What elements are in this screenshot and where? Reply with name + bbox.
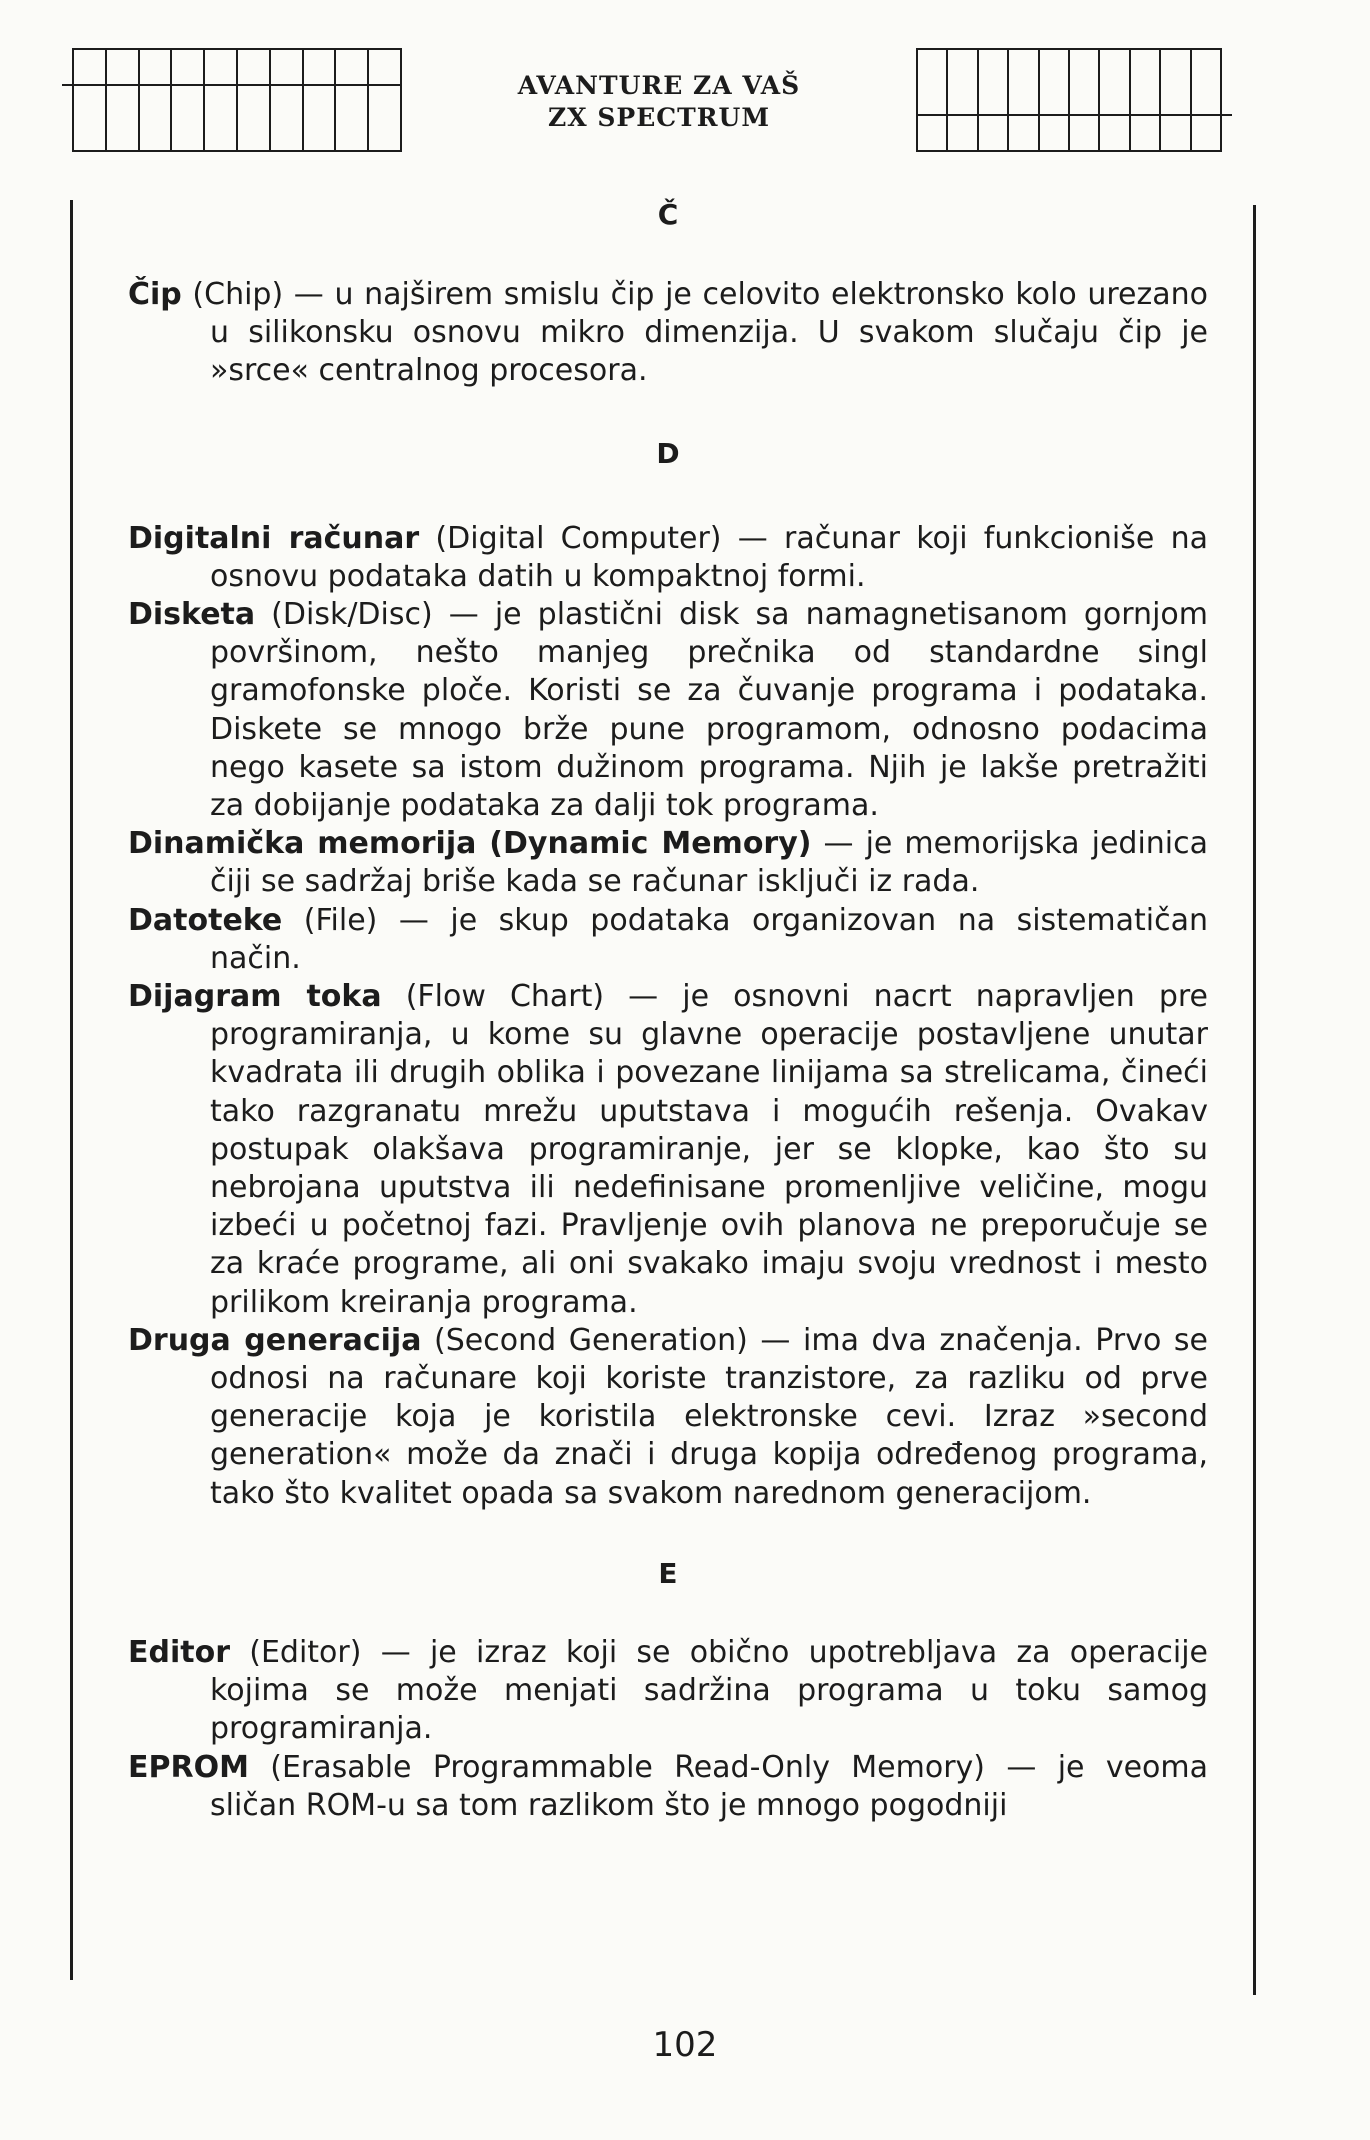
- entry-text: (Disk/Disc) — je plastični disk sa namagnetisanom gornjom površinom, nešto manjeg prečnika od standardne singl gramofonske ploče. Koristi se za čuvanje programa i podataka. Diskete se mnogo brže pune programom, odnosno podacima nego kasete sa istom dužinom programa. Njih je lakše pretražiti za dobijanje podataka za dalji tok programa.: [210, 597, 1208, 824]
- section-c-caron: [128, 198, 1208, 391]
- glossary-entry: [128, 902, 1208, 978]
- header-line: [62, 84, 402, 86]
- entry-term: Editor: [128, 1634, 230, 1670]
- header-title-line1: AVANTURE ZA VAŠ: [517, 71, 801, 100]
- entry-term: Digitalni računar: [128, 520, 420, 556]
- glossary-entry: [128, 978, 1208, 1322]
- entry-term: Čip: [128, 277, 182, 312]
- section-d: [128, 437, 1208, 1513]
- glossary-entry: [128, 596, 1208, 825]
- section-letter: D: [656, 436, 680, 470]
- section-letter: E: [658, 1556, 678, 1590]
- glossary-entry: [128, 1634, 1208, 1749]
- glossary-entry: [128, 1749, 1208, 1825]
- margin-rule-left: [70, 200, 73, 1980]
- entry-text: — je memorijska jedinica čiji se sadržaj briše kada se računar isključi iz rada.: [210, 826, 1208, 900]
- entry-term: Disketa: [128, 597, 256, 633]
- header-title: [422, 70, 896, 134]
- entry-text: (Second Generation) — ima dva značenja. Prvo se odnosi na računare koji koriste tranzistore, za razliku od prve generacije koja je koristila elektronske cevi. Izraz »second generation« može da znači i druga kopija određenog programa, tako što kvalitet opada sa svakom narednom generacijom.: [210, 1322, 1208, 1511]
- header-line: [916, 114, 1232, 116]
- page-number: 102: [652, 2025, 718, 2065]
- page-header: [72, 48, 1222, 156]
- glossary-content: [128, 190, 1208, 1825]
- entry-text: (Flow Chart) — je osnovni nacrt napravljen pre programiranja, u kome su glavne operacije postavljene unutar kvadrata ili drugih oblika i povezane linijama sa strelicama, čineći tako razgranatu mrežu uputstava i mogućih rešenja. Ovakav postupak olakšava programiranje, jer se klopke, kao što su nebrojana uputstva ili nedefinisane promenljive veličine, mogu izbeći u početnoj fazi. Pravljenje ovih planova ne preporučuje se za kraće programe, ali oni svakako imaju svoju vrednost i mesto prilikom kreiranja programa.: [210, 979, 1208, 1320]
- entry-text: (File) — je skup podataka organizovan na sistematičan način.: [210, 902, 1208, 976]
- entry-term: EPROM: [128, 1749, 249, 1785]
- entry-text: (Erasable Programmable Read-Only Memory) — je veoma sličan ROM-u sa tom razlikom što je mnogo pogodniji: [210, 1749, 1208, 1823]
- glossary-entry: [128, 276, 1208, 391]
- glossary-entry: [128, 520, 1208, 596]
- glossary-entry: [128, 825, 1208, 901]
- margin-rule-right: [1253, 205, 1256, 1995]
- header-title-line2: ZX SPECTRUM: [547, 103, 770, 132]
- glossary-entry: [128, 1322, 1208, 1513]
- header-grid-left: [72, 48, 402, 152]
- entry-text: (Digital Computer) — računar koji funkcioniše na osnovu podataka datih u kompaktnoj formi.: [210, 520, 1208, 594]
- entry-term: Datoteke: [128, 902, 283, 938]
- entry-text: (Editor) — je izraz koji se obično upotrebljava za operacije kojima se može menjati sadržina programa u toku samog programiranja.: [210, 1634, 1208, 1747]
- entry-term: Dijagram toka: [128, 979, 382, 1015]
- header-grid-right: [916, 48, 1222, 152]
- entry-term: Dinamička memorija (Dynamic Memory): [128, 826, 812, 862]
- section-e: [128, 1557, 1208, 1825]
- entry-term: Druga generacija: [128, 1322, 422, 1358]
- entry-text: (Chip) — u najširem smislu čip je celovito elektronsko kolo urezano u silikonsku osnovu mikro dimenzija. U svakom slučaju čip je »srce« centralnog procesora.: [181, 277, 1208, 389]
- section-letter: Č: [657, 198, 679, 231]
